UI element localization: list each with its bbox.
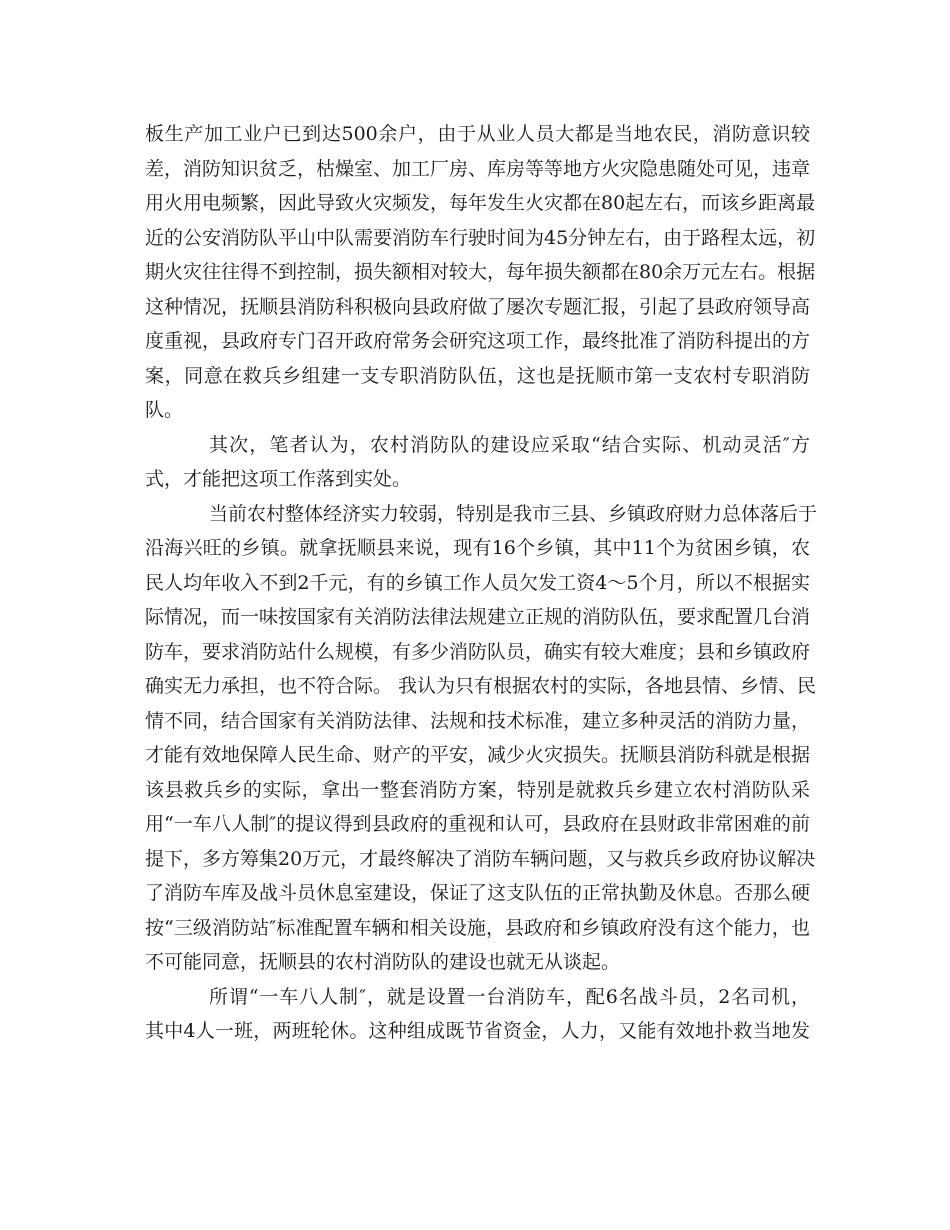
text-line: 才能有效地保障人民生命、财产的平安，减少火灾损失。抚顺县消防科就是根据 [145, 744, 811, 766]
text-line: 情不同，结合国家有关消防法律、法规和技术标准，建立多种灵活的消防力量， [145, 709, 811, 732]
text-line: 式，才能把这项工作落到实处。 [145, 468, 412, 490]
text-line: 际情况，而一味按国家有关消防法律法规建立正规的消防队伍，要求配置几台消 [145, 606, 811, 628]
text-line: 差，消防知识贫乏，枯燥室、加工厂房、库房等等地方火灾隐患随处可见，违章 [145, 157, 811, 180]
paragraph-2 [145, 428, 810, 497]
paragraph-1 [145, 117, 816, 428]
text-line: 当前农村整体经济实力较弱，特别是我市三县、乡镇政府财力总体落后于 [209, 502, 818, 525]
text-line: 按“三级消防站″标准配置车辆和相关设施，县政府和乡镇政府没有这个能力，也 [145, 916, 810, 939]
text-line: 用火用电频繁，因此导致火灾频发，每年发生火灾都在80起左右，而该乡距离最 [145, 192, 816, 214]
text-line: 该县救兵乡的实际，拿出一整套消防方案，特别是就救兵乡建立农村消防队采 [145, 778, 810, 801]
text-line: 用“一车八人制″的提议得到县政府的重视和认可，县政府在县财政非常困难的前 [145, 813, 810, 835]
document-body [145, 117, 818, 1049]
text-line: 这种情况，抚顺县消防科积极向县政府做了屡次专题汇报，引起了县政府领导高 [145, 295, 811, 318]
text-line: 其中4人一班，两班轮休。这种组成既节省资金，人力，又能有效地扑救当地发 [145, 1020, 810, 1042]
text-line: 提下，多方筹集20万元，才最终解决了消防车辆问题，又与救兵乡政府协议解决 [145, 847, 816, 870]
text-line: 防车，要求消防站什么规模，有多少消防队员，确实有较大难度；县和乡镇政府 [145, 640, 811, 663]
text-line: 案，同意在救兵乡组建一支专职消防队伍，这也是抚顺市第一支农村专职消防 [145, 364, 810, 387]
text-line: 队。 [145, 399, 184, 421]
text-line: 不可能同意，抚顺县的农村消防队的建设也就无从谈起。 [145, 951, 621, 973]
text-line: 其次，笔者认为，农村消防队的建设应采取“结合实际、机动灵活″方 [209, 433, 810, 456]
paragraph-3 [145, 497, 818, 980]
paragraph-4 [145, 980, 810, 1049]
text-line: 了消防车库及战斗员休息室建设，保证了这支队伍的正常执勤及休息。否那么硬 [145, 882, 811, 904]
text-line: 近的公安消防队平山中队需要消防车行驶时间为45分钟左右，由于路程太远，初 [145, 226, 816, 249]
text-line: 所谓“一车八人制″，就是设置一台消防车，配6名战斗员，2名司机， [209, 985, 810, 1008]
text-line: 民人均年收入不到2千元，有的乡镇工作人员欠发工资4～5个月，所以不根据实 [145, 571, 810, 594]
text-line: 沿海兴旺的乡镇。就拿抚顺县来说，现有16个乡镇，其中11个为贫困乡镇，农 [145, 537, 810, 559]
text-line: 度重视，县政府专门召开政府常务会研究这项工作，最终批准了消防科提出的方 [145, 330, 811, 352]
text-line: 确实无力承担，也不符合际。 我认为只有根据农村的实际，各地县情、乡情、民 [145, 675, 817, 697]
text-line: 板生产加工业户已到达500余户，由于从业人员大都是当地农民，消防意识较 [145, 123, 810, 145]
text-line: 期火灾往往得不到控制，损失额相对较大，每年损失额都在80余万元左右。根据 [145, 261, 816, 283]
